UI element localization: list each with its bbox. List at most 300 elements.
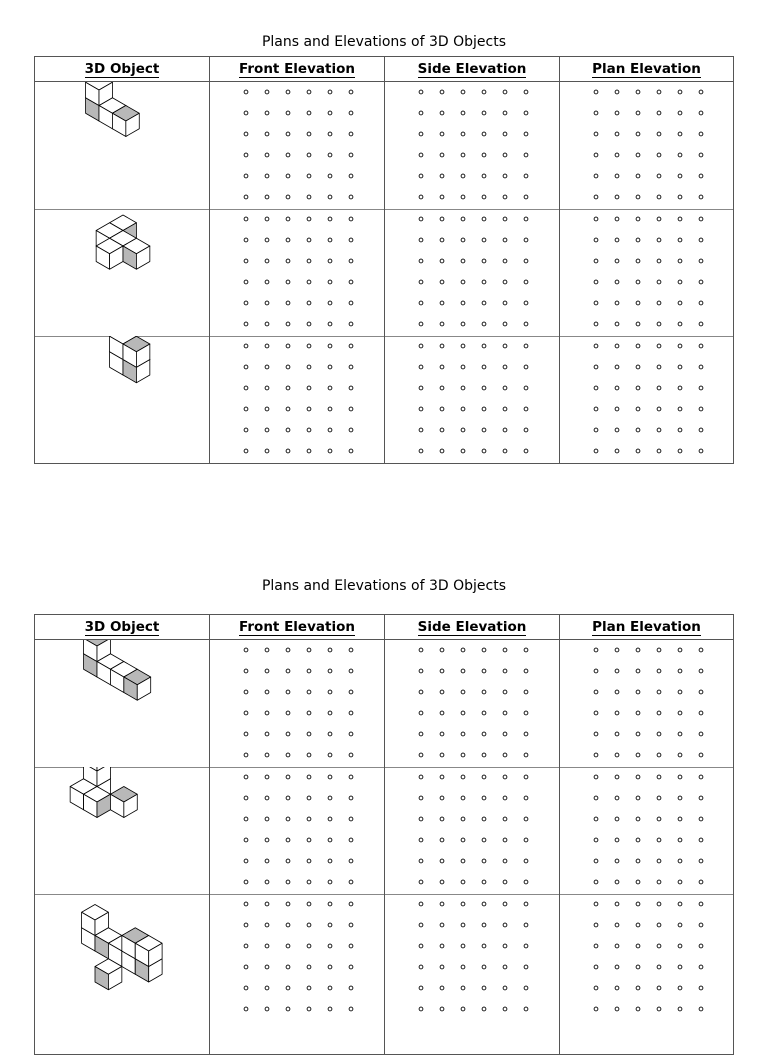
grid-dot [419,732,423,736]
grid-dot [328,690,332,694]
grid-dot [615,711,619,715]
grid-dot [524,775,528,779]
grid-dot [265,690,269,694]
grid-dot [699,880,703,884]
grid-dot [286,902,290,906]
grid-dot [503,322,507,326]
grid-dot [461,344,465,348]
grid-dot [482,217,486,221]
grid-dot [244,174,248,178]
grid-dot [524,965,528,969]
front-elevation-dot-grid[interactable] [209,894,384,1054]
object-cell [35,82,209,209]
grid-dot [286,732,290,736]
corner-shape-cubes-drawing [35,336,209,463]
grid-dot [328,217,332,221]
grid-dot [524,111,528,115]
grid-dot [699,153,703,157]
grid-dot [307,732,311,736]
grid-dot [678,711,682,715]
grid-dot [636,690,640,694]
grid-dot [419,944,423,948]
grid-dot [349,732,353,736]
grid-dot [461,648,465,652]
grid-dot [265,449,269,453]
grid-dot [244,711,248,715]
grid-dot [307,365,311,369]
grid-dot [657,648,661,652]
grid-dot [594,923,598,927]
grid-dot [419,775,423,779]
grid-dot [699,690,703,694]
grid-dot [286,217,290,221]
grid-dot [419,711,423,715]
grid-dot [524,817,528,821]
grid-dot [244,902,248,906]
grid-dot [461,690,465,694]
grid-dot [440,301,444,305]
grid-dot [461,111,465,115]
grid-dot [349,322,353,326]
plan-elevation-dot-grid[interactable] [559,767,733,894]
grid-dot [503,732,507,736]
grid-dot [657,132,661,136]
grid-dot [482,796,486,800]
grid-dot [503,965,507,969]
grid-dot [419,923,423,927]
grid-dot [678,428,682,432]
grid-dot [615,238,619,242]
grid-dot [699,217,703,221]
grid-dot [615,753,619,757]
side-elevation-dot-grid[interactable] [384,767,559,894]
grid-dot [594,217,598,221]
grid-dot [699,669,703,673]
grid-dot [286,153,290,157]
side-elevation-dot-grid[interactable] [384,640,559,767]
grid-dot [349,648,353,652]
grid-dot [657,386,661,390]
grid-dot [636,344,640,348]
grid-dot [503,174,507,178]
grid-dot [265,132,269,136]
grid-dot [699,407,703,411]
grid-dot [461,838,465,842]
grid-dot [699,174,703,178]
grid-dot [636,796,640,800]
header-3d-object: 3D Object [84,61,160,77]
grid-dot [657,986,661,990]
grid-dot [636,195,640,199]
grid-dot [503,986,507,990]
grid-dot [265,344,269,348]
grid-dot [440,90,444,94]
grid-dot [615,428,619,432]
grid-dot [328,944,332,948]
grid-dot [636,965,640,969]
grid-dot [349,217,353,221]
grid-dot [349,753,353,757]
grid-dot [657,322,661,326]
grid-dot [286,944,290,948]
grid-dot [286,428,290,432]
grid-dot [244,986,248,990]
grid-dot [265,838,269,842]
grid-dot [699,301,703,305]
plan-elevation-dot-grid[interactable] [559,209,733,336]
grid-dot [594,301,598,305]
grid-dot [524,711,528,715]
grid-dot [615,111,619,115]
grid-dot [615,838,619,842]
grid-dot [699,428,703,432]
grid-dot [524,1007,528,1011]
grid-dot [482,132,486,136]
grid-dot [349,428,353,432]
grid-dot [482,1007,486,1011]
grid-dot [349,902,353,906]
grid-dot [594,711,598,715]
grid-dot [286,711,290,715]
grid-dot [307,153,311,157]
grid-dot [461,132,465,136]
plan-elevation-dot-grid[interactable] [559,336,733,463]
grid-dot [678,407,682,411]
grid-dot [482,986,486,990]
grid-dot [615,817,619,821]
grid-dot [349,817,353,821]
grid-dot [503,132,507,136]
grid-dot [657,880,661,884]
grid-dot [594,365,598,369]
grid-dot [636,365,640,369]
grid-dot [636,449,640,453]
grid-dot [503,923,507,927]
grid-dot [461,711,465,715]
grid-dot [265,732,269,736]
grid-dot [482,344,486,348]
grid-dot [615,880,619,884]
grid-dot [699,259,703,263]
cube-group [70,767,137,818]
grid-dot [678,322,682,326]
grid-dot [699,365,703,369]
grid-dot [503,775,507,779]
grid-dot [286,322,290,326]
grid-dot [657,238,661,242]
grid-dot [461,986,465,990]
grid-dot [524,944,528,948]
grid-dot [699,732,703,736]
grid-dot [699,238,703,242]
grid-dot [657,301,661,305]
grid-dot [440,407,444,411]
grid-dot [265,817,269,821]
grid-dot [419,753,423,757]
grid-dot [328,965,332,969]
grid-dot [594,965,598,969]
grid-dot [482,174,486,178]
grid-dot [615,174,619,178]
grid-dot [265,90,269,94]
grid-dot [440,732,444,736]
grid-dot [594,449,598,453]
grid-dot [328,838,332,842]
grid-dot [419,669,423,673]
grid-dot [419,365,423,369]
grid-dot [328,753,332,757]
grid-dot [419,449,423,453]
grid-dot [286,753,290,757]
dot-grid [385,640,560,767]
grid-dot [678,90,682,94]
grid-dot [636,407,640,411]
front-elevation-dot-grid[interactable] [209,82,384,209]
grid-dot [699,111,703,115]
grid-dot [482,944,486,948]
grid-dot [615,859,619,863]
grid-dot [678,132,682,136]
step-shape-cubes-drawing [35,640,209,767]
grid-dot [678,238,682,242]
front-elevation-dot-grid[interactable] [209,336,384,463]
grid-dot [482,238,486,242]
side-elevation-dot-grid[interactable] [384,894,559,1054]
plan-elevation-dot-grid[interactable] [559,894,733,1054]
grid-dot [286,301,290,305]
grid-dot [678,344,682,348]
worksheet-1 [0,34,768,474]
grid-dot [307,238,311,242]
side-elevation-dot-grid[interactable] [384,82,559,209]
grid-dot [594,344,598,348]
grid-dot [594,732,598,736]
grid-dot [328,407,332,411]
grid-dot [678,217,682,221]
grid-dot [307,859,311,863]
grid-dot [349,90,353,94]
grid-dot [615,902,619,906]
grid-dot [594,280,598,284]
grid-dot [440,775,444,779]
grid-dot [265,669,269,673]
grid-dot [349,859,353,863]
dot-grid [560,767,735,894]
grid-dot [349,690,353,694]
grid-dot [461,259,465,263]
front-elevation-dot-grid[interactable] [209,640,384,767]
grid-dot [678,449,682,453]
grid-dot [594,880,598,884]
plan-elevation-dot-grid[interactable] [559,82,733,209]
grid-dot [482,301,486,305]
grid-dot [440,690,444,694]
grid-dot [419,796,423,800]
grid-dot [419,301,423,305]
grid-dot [503,301,507,305]
grid-dot [482,428,486,432]
front-elevation-dot-grid[interactable] [209,767,384,894]
grid-dot [286,648,290,652]
grid-dot [657,838,661,842]
grid-dot [657,711,661,715]
grid-dot [244,111,248,115]
grid-dot [482,775,486,779]
dot-grid [560,336,735,463]
grid-dot [699,344,703,348]
grid-dot [244,859,248,863]
grid-dot [482,90,486,94]
grid-dot [678,301,682,305]
grid-dot [461,775,465,779]
object-cell [35,336,209,463]
grid-dot [594,690,598,694]
grid-dot [503,428,507,432]
grid-dot [328,259,332,263]
grid-dot [524,322,528,326]
grid-dot [419,859,423,863]
grid-dot [657,1007,661,1011]
grid-dot [307,217,311,221]
side-elevation-dot-grid[interactable] [384,209,559,336]
grid-dot [419,838,423,842]
table-row [35,894,733,1054]
grid-dot [244,301,248,305]
grid-dot [657,111,661,115]
grid-dot [349,365,353,369]
grid-dot [328,449,332,453]
grid-dot [657,669,661,673]
grid-dot [349,965,353,969]
grid-dot [244,344,248,348]
grid-dot [419,648,423,652]
grid-dot [636,322,640,326]
grid-dot [265,965,269,969]
grid-dot [307,322,311,326]
grid-dot [503,902,507,906]
grid-dot [503,690,507,694]
grid-dot [307,796,311,800]
grid-dot [636,732,640,736]
grid-dot [349,986,353,990]
grid-dot [482,386,486,390]
grid-dot [594,195,598,199]
grid-dot [328,90,332,94]
grid-dot [461,669,465,673]
grid-dot [440,838,444,842]
grid-dot [328,732,332,736]
grid-dot [328,386,332,390]
header-front-elevation: Front Elevation [209,57,384,81]
grid-dot [636,238,640,242]
cube-group [82,905,163,990]
grid-dot [244,386,248,390]
dot-grid [385,767,560,894]
grid-dot [419,902,423,906]
dot-grid [560,894,735,1021]
grid-dot [461,965,465,969]
grid-dot [307,195,311,199]
grid-dot [503,238,507,242]
grid-dot [657,775,661,779]
grid-dot [244,923,248,927]
dot-grid [210,767,385,894]
grid-dot [636,217,640,221]
grid-dot [657,732,661,736]
grid-dot [440,923,444,927]
grid-dot [503,838,507,842]
grid-dot [419,153,423,157]
grid-dot [349,775,353,779]
grid-dot [265,859,269,863]
dot-grid [560,209,735,336]
grid-dot [244,1007,248,1011]
grid-dot [419,259,423,263]
grid-dot [286,386,290,390]
grid-dot [307,174,311,178]
grid-dot [678,259,682,263]
grid-dot [594,838,598,842]
front-elevation-dot-grid[interactable] [209,209,384,336]
grid-dot [699,90,703,94]
grid-dot [594,648,598,652]
grid-dot [678,732,682,736]
grid-dot [286,690,290,694]
grid-dot [503,711,507,715]
grid-dot [440,132,444,136]
grid-dot [615,386,619,390]
grid-dot [594,174,598,178]
grid-dot [440,817,444,821]
grid-dot [440,111,444,115]
grid-dot [307,132,311,136]
grid-dot [503,648,507,652]
table-row [35,767,733,894]
grid-dot [244,259,248,263]
grid-dot [594,90,598,94]
side-elevation-dot-grid[interactable] [384,336,559,463]
grid-dot [244,449,248,453]
grid-dot [636,132,640,136]
worksheet-2 [0,578,768,1024]
grid-dot [307,301,311,305]
grid-dot [461,428,465,432]
grid-dot [594,111,598,115]
grid-dot [265,880,269,884]
grid-dot [482,449,486,453]
grid-dot [244,944,248,948]
grid-dot [244,690,248,694]
grid-dot [524,259,528,263]
grid-dot [482,259,486,263]
grid-dot [699,944,703,948]
grid-dot [636,838,640,842]
grid-dot [657,965,661,969]
grid-dot [594,775,598,779]
grid-dot [657,174,661,178]
grid-dot [419,174,423,178]
grid-dot [657,259,661,263]
plan-elevation-dot-grid[interactable] [559,640,733,767]
grid-dot [440,965,444,969]
grid-dot [461,322,465,326]
grid-dot [328,986,332,990]
grid-dot [244,648,248,652]
grid-dot [615,344,619,348]
grid-dot [328,711,332,715]
grid-dot [440,386,444,390]
grid-dot [678,280,682,284]
